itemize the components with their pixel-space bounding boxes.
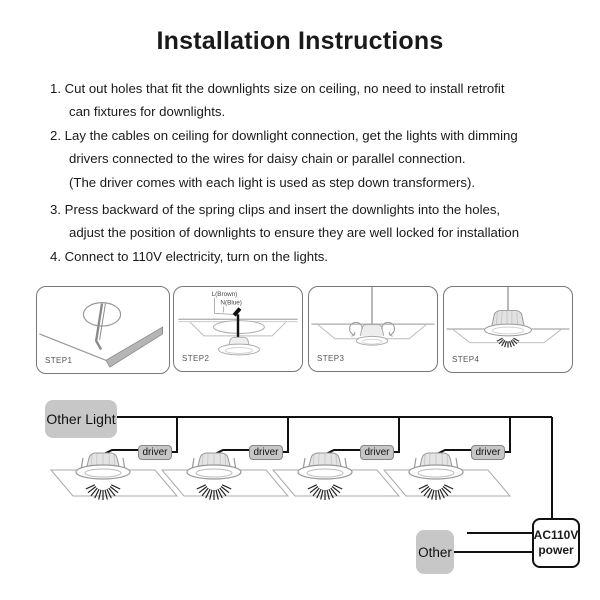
instruction-line: drivers connected to the wires for daisy chain or parallel connection.	[69, 151, 466, 167]
step-box-3	[308, 286, 438, 372]
step-label: STEP3	[317, 354, 345, 363]
driver-box: driver	[471, 445, 505, 460]
step-label: STEP2	[182, 354, 210, 363]
downlight-drawing	[51, 453, 177, 500]
step-label: STEP1	[45, 356, 73, 365]
step-label: STEP4	[452, 355, 480, 364]
instruction-step-2	[50, 124, 575, 194]
other-light-box: Other Light	[45, 400, 117, 438]
step-box-4	[443, 286, 573, 373]
ac-power-box	[532, 518, 580, 568]
instruction-line: 1. Cut out holes that fit the downlights size on ceiling, no need to install retrofit	[50, 81, 505, 96]
wire-plug	[234, 308, 240, 315]
light-rays	[497, 338, 519, 347]
instruction-line: (The driver comes with each light is used as step down transformers).	[69, 174, 476, 190]
driver-drop-line	[283, 417, 288, 452]
driver-box: driver	[360, 445, 394, 460]
instruction-line: 2. Lay the cables on ceiling for downlight connection, get the lights with dimming	[50, 127, 518, 143]
driver-drop-line	[505, 417, 510, 452]
driver-drop-line	[172, 417, 177, 452]
instruction-step-3	[50, 198, 575, 245]
driver-box: driver	[138, 445, 172, 460]
step-box-2	[173, 286, 303, 372]
driver-drop-line	[394, 417, 399, 452]
panel-edge	[106, 327, 163, 367]
instruction-line: can fixtures for downlights.	[69, 104, 226, 120]
downlight-drawing	[162, 453, 288, 500]
downlight-body	[360, 325, 383, 336]
wire-label-neutral: N(Blue)	[220, 299, 242, 307]
instruction-line: adjust the position of downlights to ensure they are well locked for installation	[69, 225, 520, 241]
downlight-drawing	[384, 453, 510, 500]
driver-box: driver	[249, 445, 283, 460]
instruction-line: 4. Connect to 110V electricity, turn on the lights.	[50, 248, 329, 264]
instructions-list	[50, 77, 575, 268]
page-title: Installation Instructions	[156, 27, 444, 55]
power-label-line2: power	[538, 543, 574, 557]
downlight-drawing	[273, 453, 399, 500]
other-box: Other	[416, 530, 454, 574]
wire-label-live: L(Brown)	[211, 290, 238, 298]
step-box-1	[36, 286, 170, 374]
instruction-step-1	[50, 77, 575, 124]
instruction-line: 3. Press backward of the spring clips and insert the downlights into the holes,	[50, 202, 501, 218]
instruction-step-4	[50, 245, 575, 268]
power-label-line1: AC110V	[533, 528, 579, 542]
